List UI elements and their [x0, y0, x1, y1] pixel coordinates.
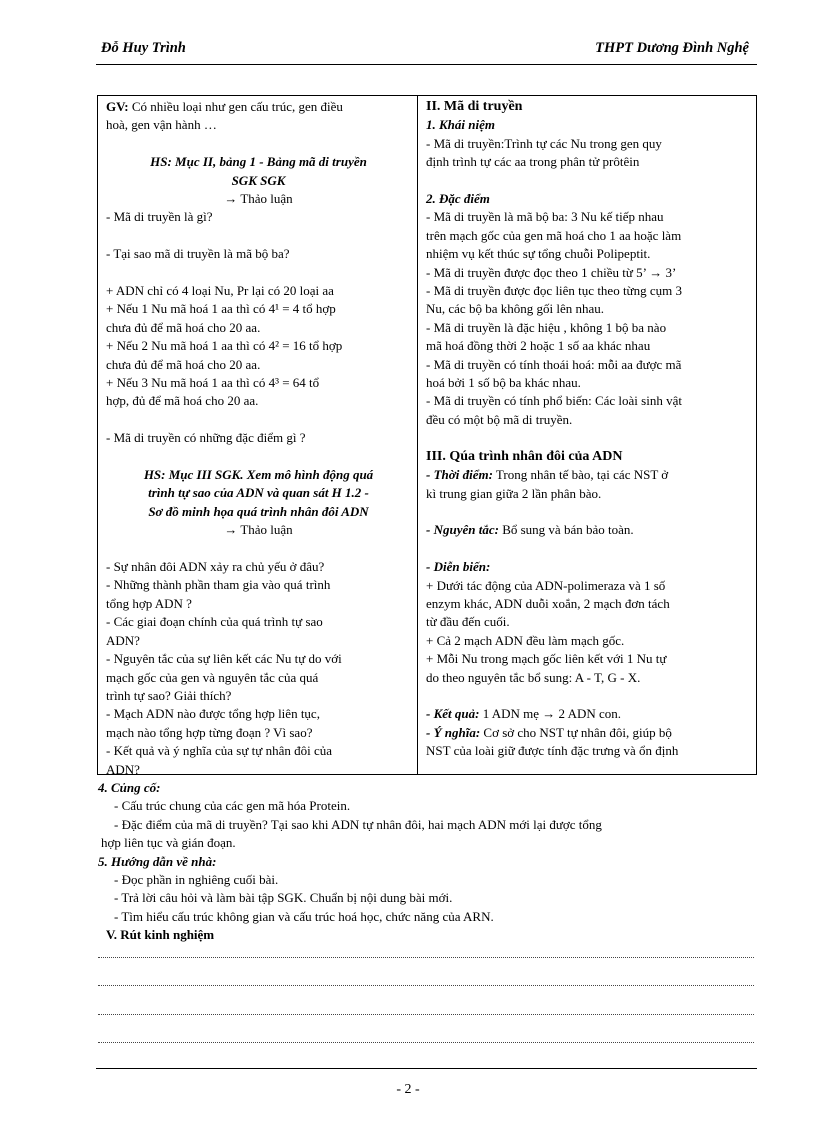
teacher-student-column: [98, 96, 417, 777]
section-heading: V. Rút kinh nghiệm: [106, 927, 215, 943]
inline-label: - Diễn biến:: [426, 559, 491, 575]
content-line: - Trả lời câu hỏi và làm bài tập SGK. Chuẩn bị nội dung bài mới.: [114, 890, 453, 906]
content-line: do theo nguyên tắc bổ sung: A - T, G - X.: [426, 669, 641, 685]
content-line: kì trung gian giữa 2 lần phân bào.: [426, 485, 602, 501]
footer-rule: [96, 1068, 757, 1069]
content-line: - Mã di truyền là mã bộ ba: 3 Nu kế tiếp nhau: [426, 209, 664, 225]
dotted-line: [98, 945, 754, 958]
content-line: - Mã di truyền được đọc liên tục theo từng cụm 3: [426, 283, 682, 299]
content-line: từ đầu đến cuối.: [426, 614, 510, 630]
question: - Mã di truyền có những đặc điểm gì ?: [106, 430, 306, 446]
answer-line: chưa đủ để mã hoá cho 20 aa.: [106, 356, 261, 372]
inline-label: - Nguyên tắc:: [426, 522, 499, 538]
header-author: Đỗ Huy Trình: [101, 40, 186, 56]
content-line: - Cấu trúc chung của các gen mã hóa Protein.: [114, 798, 351, 814]
header-school: THPT Dương Đình Nghệ: [595, 40, 749, 56]
content-line: + Dưới tác động của ADN-polimeraza và 1 số: [426, 577, 666, 593]
answer-line: + ADN chỉ có 4 loại Nu, Pr lại có 20 loại aa: [106, 283, 334, 299]
hs-task-2: trình tự sao của ADN và quan sát H 1.2 -: [148, 485, 369, 501]
page-number: - 2 -: [396, 1082, 420, 1097]
content-line: - Mã di truyền có tính thoái hoá: mỗi aa được mã: [426, 356, 682, 372]
section-heading: III. Qúa trình nhân đôi của ADN: [426, 448, 623, 464]
question: trình tự sao? Giải thích?: [106, 687, 232, 703]
content-line: [426, 466, 750, 484]
content-line: trên mạch gốc của gen mã hoá cho 1 aa hoặc làm: [426, 227, 682, 243]
question: mạch gốc của gen và nguyên tắc của quá: [106, 669, 319, 685]
gv-text: Có nhiều loại như gen cấu trúc, gen điều: [128, 99, 343, 114]
inline-label: - Ý nghĩa:: [426, 724, 481, 740]
content-line: [426, 521, 750, 539]
question: mạch nào tổng hợp từng đoạn ? Vì sao?: [106, 724, 313, 740]
content-line: hoá bởi 1 số bộ ba khác nhau.: [426, 375, 581, 391]
question: - Các giai đoạn chính của quá trình tự sao: [106, 614, 323, 630]
content-column: [417, 96, 756, 774]
inline-text: Trong nhân tế bào, tại các NST ở: [492, 467, 669, 483]
dotted-line: [98, 986, 754, 1015]
inline-text: Cơ sở cho NST tự nhân đôi, giúp bộ: [480, 724, 672, 740]
inline-text: 1 ADN mẹ → 2 ADN con.: [479, 706, 621, 722]
hs-task-1-cont: SGK SGK: [231, 172, 286, 188]
content-line: định trình tự các aa trong phân tử prôtêin: [426, 154, 640, 170]
content-line: [426, 705, 750, 723]
hs-task-2: HS: Mục III SGK. Xem mô hình động quá: [143, 467, 374, 483]
hs-task-2: Sơ đồ minh họa quá trình nhân đôi ADN: [148, 503, 369, 519]
question: - Mã di truyền là gì?: [106, 209, 213, 225]
lesson-table: [97, 95, 757, 775]
question: ADN?: [106, 761, 140, 777]
answer-line: chưa đủ để mã hoá cho 20 aa.: [106, 319, 261, 335]
question: - Mạch ADN nào được tổng hợp liên tục,: [106, 706, 320, 722]
content-line: - Mã di truyền:Trình tự các Nu trong gen quy: [426, 135, 662, 151]
bottom-section: [98, 779, 758, 1043]
content-line: đều có một bộ mã di truyền.: [426, 411, 573, 427]
inline-label: - Thời điểm:: [426, 467, 493, 483]
content-line: + Cả 2 mạch ADN đều làm mạch gốc.: [426, 632, 625, 648]
gv-line: [106, 98, 411, 116]
gv-text-cont: hoà, gen vận hành …: [106, 117, 217, 133]
content-line: NST của loài giữ được tính đặc trưng và ổn định: [426, 743, 679, 759]
section-heading: 4. Củng cố:: [98, 780, 161, 795]
answer-line: + Nếu 2 Nu mã hoá 1 aa thì có 4² = 16 tổ hợp: [106, 338, 343, 354]
inline-text: Bổ sung và bán bảo toàn.: [498, 522, 634, 538]
content-line: + Mỗi Nu trong mạch gốc liên kết với 1 Nu tự: [426, 651, 667, 667]
question: - Tại sao mã di truyền là mã bộ ba?: [106, 246, 290, 262]
discussion-label: → Thảo luận: [224, 191, 293, 207]
subsection-heading: 2. Đặc điểm: [426, 191, 490, 207]
question: ADN?: [106, 632, 140, 648]
content-line: - Mã di truyền được đọc theo 1 chiều từ 5’ → 3’: [426, 264, 677, 280]
section-heading: II. Mã di truyền: [426, 99, 523, 114]
question: - Những thành phần tham gia vào quá trình: [106, 577, 331, 593]
question: - Kết quả và ý nghĩa của sự tự nhân đôi của: [106, 743, 332, 759]
content-line: - Mã di truyền là đặc hiệu , không 1 bộ ba nào: [426, 319, 667, 335]
page-header: [101, 40, 749, 60]
header-rule: [96, 64, 757, 65]
question: tổng hợp ADN ?: [106, 595, 192, 611]
answer-line: hợp, đủ để mã hoá cho 20 aa.: [106, 393, 259, 409]
content-line: - Đặc điểm của mã di truyền? Tại sao khi ADN tự nhân đôi, hai mạch ADN mới lại được tổng: [114, 816, 602, 832]
hs-task-1: HS: Mục II, bảng 1 - Bảng mã di truyền: [150, 154, 367, 170]
question: - Sự nhân đôi ADN xảy ra chủ yếu ở đâu?: [106, 559, 325, 575]
answer-line: + Nếu 3 Nu mã hoá 1 aa thì có 4³ = 64 tổ: [106, 375, 320, 391]
content-line: nhiệm vụ kết thúc sự tổng chuỗi Polipeptit.: [426, 246, 651, 262]
content-line: - Mã di truyền có tính phổ biến: Các loài sinh vật: [426, 393, 682, 409]
content-line: - Đọc phần in nghiêng cuối bài.: [114, 872, 279, 888]
section-heading: 5. Hướng dẫn về nhà:: [98, 853, 217, 869]
content-line: [426, 724, 750, 742]
subsection-heading: 1. Khái niệm: [426, 117, 495, 133]
content-line: hợp liên tục và gián đoạn.: [101, 835, 236, 851]
content-line: enzym khác, ADN duỗi xoắn, 2 mạch đơn tách: [426, 595, 670, 611]
dotted-line: [98, 958, 754, 987]
dotted-line: [98, 1015, 754, 1044]
content-line: Nu, các bộ ba không gối lên nhau.: [426, 301, 604, 317]
answer-line: + Nếu 1 Nu mã hoá 1 aa thì có 4¹ = 4 tổ hợp: [106, 301, 336, 317]
gv-label: GV:: [106, 99, 129, 114]
discussion-label: → Thảo luận: [224, 522, 293, 538]
content-line: - Tìm hiểu cấu trúc không gian và cấu trúc hoá học, chức năng của ARN.: [114, 908, 494, 924]
question: - Nguyên tắc của sự liên kết các Nu tự do với: [106, 651, 342, 667]
content-line: mã hoá đồng thời 2 hoặc 1 số aa khác nhau: [426, 338, 651, 354]
inline-label: - Kết quả:: [426, 706, 480, 722]
